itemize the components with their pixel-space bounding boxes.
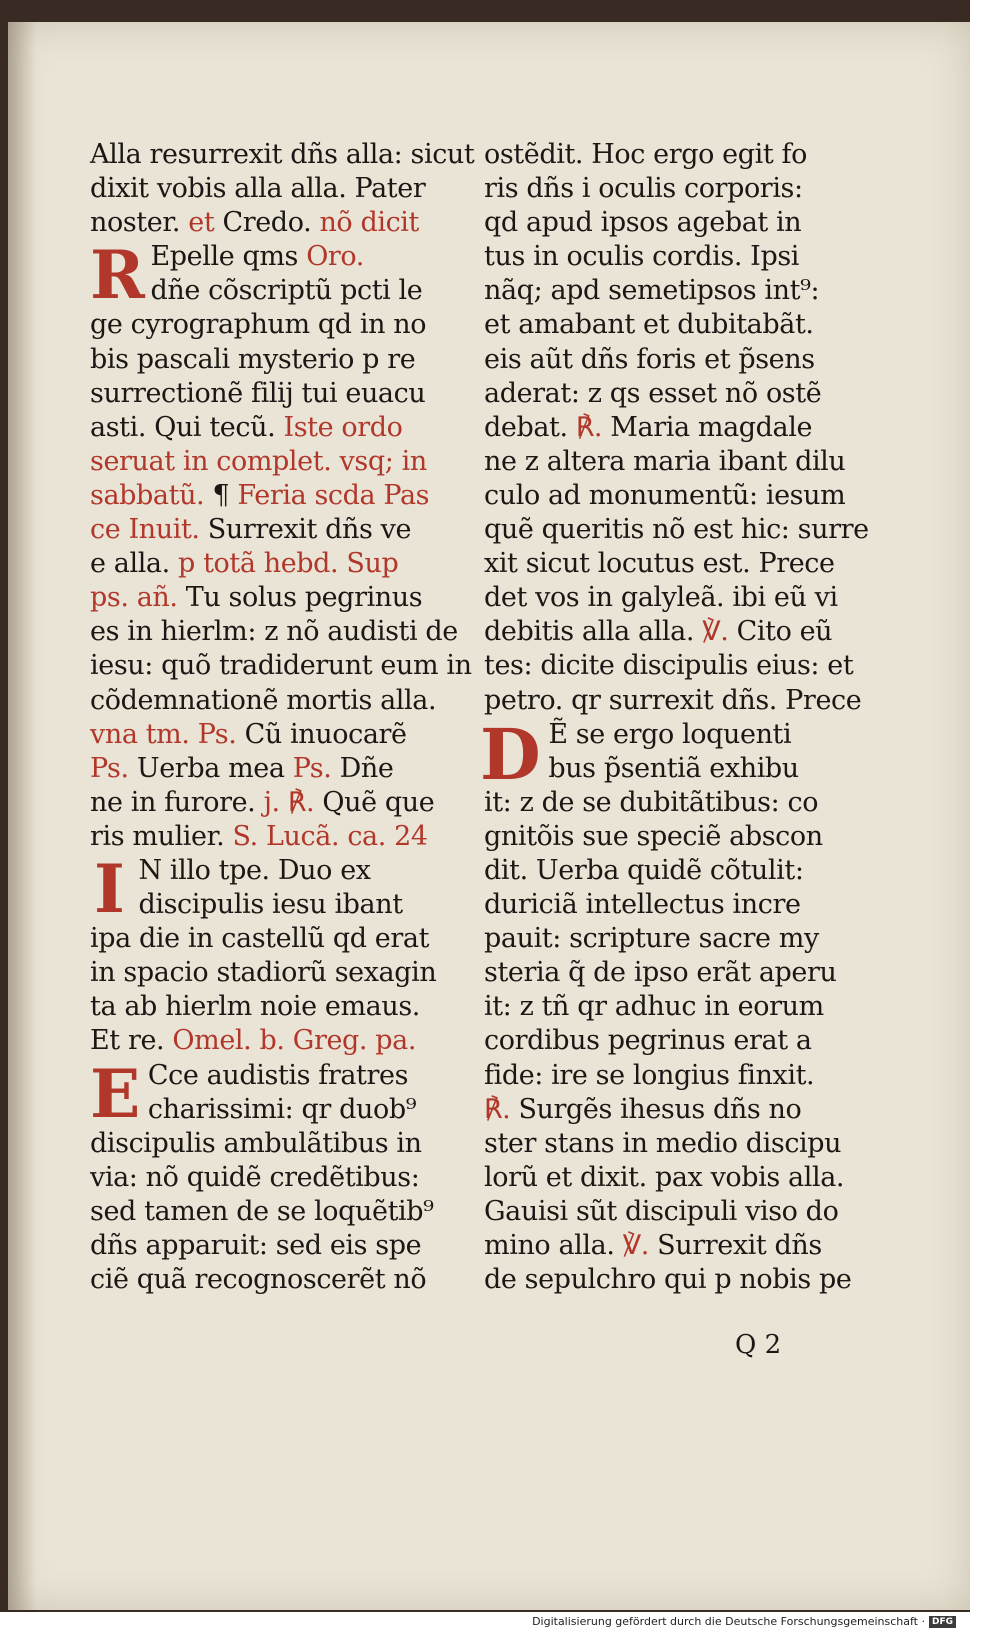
body-text: via: nõ quidẽ credẽtibus: <box>90 1161 420 1193</box>
rubric-text: Iste ordo <box>283 411 403 443</box>
rubric-text: vna tm. Ps. <box>90 718 245 750</box>
text-line <box>484 138 884 172</box>
text-line <box>90 820 490 854</box>
body-text: dit. Uerba quidẽ cõtulit: <box>484 854 804 886</box>
rubric-text: ℟. <box>575 411 611 443</box>
body-text: dñs apparuit: sed eis spe <box>90 1230 422 1261</box>
text-line <box>90 581 490 615</box>
text-line <box>90 922 490 956</box>
body-text: Epelle qms <box>150 241 307 273</box>
text-line <box>484 1093 884 1127</box>
digitization-footer <box>532 1615 956 1628</box>
body-text: discipulis iesu ibant <box>138 889 403 921</box>
text-line <box>90 138 490 172</box>
body-text: xit sicut locutus est. Prece <box>484 548 835 580</box>
decorated-initial: E <box>90 1054 140 1133</box>
text-line <box>90 547 490 581</box>
text-line <box>90 1229 490 1263</box>
body-text: ne in furore. <box>90 786 264 818</box>
body-text: lorũ et dixit. pax vobis alla. <box>484 1161 845 1193</box>
text-line <box>90 1263 490 1297</box>
rubric-text: ℣. <box>622 1230 658 1261</box>
text-line <box>90 649 490 683</box>
body-text: Gauisi sũt discipuli viso do <box>484 1195 839 1227</box>
text-line <box>90 1195 490 1229</box>
body-text: tes: dicite discipulis eius: et <box>484 650 854 682</box>
text-line <box>484 888 884 922</box>
rubric-text: j. ℟. <box>263 786 323 818</box>
body-text: Ẽ se ergo loquenti <box>548 718 792 750</box>
body-text: aderat: z qs esset nõ ostẽ <box>484 377 822 409</box>
body-text: Dñe <box>339 752 394 784</box>
body-text: de sepulchro qui p nobis pe <box>484 1264 852 1296</box>
body-text: tus in oculis cordis. Ipsi <box>484 241 800 273</box>
body-text: ge cyrographum qd in no <box>90 309 427 341</box>
text-line <box>90 1024 490 1058</box>
body-text: ris mulier. <box>90 820 233 852</box>
rubric-text: et <box>188 207 215 239</box>
body-text: sed tamen de se loquẽtib⁹ <box>90 1195 434 1227</box>
page-gutter-shadow <box>8 22 36 1610</box>
body-text: charissimi: qr duob⁹ <box>147 1093 417 1125</box>
body-text: debat. <box>484 411 576 443</box>
text-line <box>484 1059 884 1093</box>
text-line <box>484 513 884 547</box>
text-line <box>484 1161 884 1195</box>
body-text: ris dñs i oculis corporis: <box>484 173 803 205</box>
text-line <box>90 513 490 547</box>
rubric-text: Omel. b. Greg. pa. <box>172 1025 417 1057</box>
text-line <box>484 1229 884 1263</box>
body-text: es in hierlm: z nõ audisti de <box>90 616 458 648</box>
body-text: it: z tñ qr adhuc in eorum <box>484 991 824 1023</box>
body-text: asti. Qui tecũ. <box>90 411 284 443</box>
text-line <box>90 411 490 445</box>
rubric-text: sabbatũ. <box>90 479 213 511</box>
left-text-column <box>90 138 490 1297</box>
body-text: Quẽ que <box>322 786 435 818</box>
rubric-text: ℟. <box>484 1093 519 1125</box>
body-text: ster stans in medio discipu <box>484 1127 842 1159</box>
text-line <box>484 1024 884 1058</box>
body-text: ciẽ quã recognoscerẽt nõ <box>90 1264 427 1296</box>
body-text: iesu: quõ tradiderunt eum in <box>90 650 472 682</box>
text-line <box>484 1263 884 1297</box>
body-text: Cũ inuocarẽ <box>244 718 407 750</box>
text-line <box>90 206 490 240</box>
body-text: surrectionẽ filij tui euacu <box>90 377 426 409</box>
body-text: noster. <box>90 207 189 239</box>
body-text: Maria magdale <box>610 411 813 443</box>
text-line <box>484 786 884 820</box>
body-text: culo ad monumentũ: iesum <box>484 479 846 511</box>
body-text: fide: ire se longius finxit. <box>484 1059 815 1091</box>
text-line <box>90 343 490 377</box>
body-text: Cito eũ <box>736 616 833 648</box>
text-line <box>484 581 884 615</box>
text-line <box>90 172 490 206</box>
text-line <box>90 274 490 308</box>
rubric-text: ps. añ. <box>90 582 186 614</box>
body-text: cordibus pegrinus erat a <box>484 1025 812 1057</box>
text-line <box>484 854 884 888</box>
text-line <box>484 1195 884 1229</box>
right-text-column <box>480 138 884 1297</box>
decorated-initial: R <box>90 236 145 315</box>
text-line <box>90 786 490 820</box>
text-line <box>484 615 884 649</box>
text-line <box>484 172 884 206</box>
body-text: Surgẽs ihesus dñs no <box>518 1093 802 1125</box>
text-line <box>90 615 490 649</box>
rubric-text: Oro. <box>306 241 364 273</box>
text-line <box>484 990 884 1024</box>
text-line <box>90 684 490 718</box>
text-line <box>484 377 884 411</box>
body-text: nãq; apd semetipsos int⁹: <box>484 275 820 307</box>
text-line <box>90 479 490 513</box>
rubric-text: ℣. <box>702 616 737 648</box>
text-line <box>90 445 490 479</box>
body-text: in spacio stadiorũ sexagin <box>90 957 437 989</box>
body-text: dixit vobis alla alla. Pater <box>90 173 426 205</box>
text-line <box>90 1127 490 1161</box>
decorated-initial: D <box>480 712 541 796</box>
body-text: N illo tpe. Duo ex <box>138 854 371 886</box>
body-text: ne z altera maria ibant dilu <box>484 445 846 477</box>
rubric-text: nõ dicit <box>319 207 419 239</box>
rubric-text: Ps. <box>292 752 340 784</box>
text-line <box>484 684 884 718</box>
body-text: debitis alla alla. <box>484 616 703 648</box>
body-text: Uerba mea <box>136 752 293 784</box>
text-line <box>484 343 884 377</box>
text-line <box>484 479 884 513</box>
body-text: duriciã intellectus incre <box>484 889 801 921</box>
text-line <box>484 956 884 990</box>
body-text: Credo. <box>214 207 320 239</box>
body-text: ta ab hierlm noie emaus. <box>90 991 420 1023</box>
text-line <box>90 990 490 1024</box>
text-line <box>90 308 490 342</box>
text-line <box>484 411 884 445</box>
text-line <box>90 1093 490 1127</box>
body-text: quẽ queritis nõ est hic: surre <box>484 514 869 546</box>
rubric-text: S. Lucã. ca. 24 <box>232 820 428 852</box>
body-text: ostẽdit. Hoc ergo egit fo <box>484 139 807 170</box>
text-line <box>484 274 884 308</box>
body-text: pauit: scripture sacre my <box>484 923 819 955</box>
body-text: Cce audistis fratres <box>147 1059 409 1091</box>
text-line <box>484 922 884 956</box>
body-text: Alla resurrexit dñs alla: sicut <box>90 139 475 170</box>
body-text: qd apud ipsos agebat in <box>484 207 802 239</box>
text-line <box>484 649 884 683</box>
body-text: bis pascali mysterio p re <box>90 343 416 375</box>
text-line <box>484 820 884 854</box>
body-text: e alla. <box>90 548 178 580</box>
text-line <box>484 1127 884 1161</box>
decorated-initial: I <box>94 849 125 928</box>
text-line <box>90 752 490 786</box>
body-text: discipulis ambulãtibus in <box>90 1127 422 1159</box>
body-text: Et re. <box>90 1025 173 1057</box>
body-text: ¶ <box>212 479 238 511</box>
body-text: Surrexit dñs ve <box>207 514 412 546</box>
signature-mark: Q 2 <box>735 1330 782 1360</box>
rubric-text: ce Inuit. <box>90 514 208 546</box>
body-text: bus p̃sentiã exhibu <box>548 752 799 784</box>
rubric-text: Feria scda Pas <box>237 479 430 511</box>
body-text: dñe cõscriptũ pcti le <box>150 275 423 307</box>
text-line <box>484 547 884 581</box>
body-text: steria q̃ de ipso erãt aperu <box>484 957 837 989</box>
body-text: it: z de se dubitãtibus: co <box>484 786 819 818</box>
text-line <box>484 308 884 342</box>
body-text: Surrexit dñs <box>657 1230 822 1261</box>
body-text: eis aũt dñs foris et p̃sens <box>484 343 815 375</box>
rubric-text: seruat in complet. vsq; in <box>90 445 427 477</box>
body-text: cõdemnationẽ mortis alla. <box>90 684 437 716</box>
text-line <box>90 377 490 411</box>
text-line <box>90 956 490 990</box>
body-text: ipa die in castellũ qd erat <box>90 923 430 955</box>
text-line <box>90 1161 490 1195</box>
dfg-logo: DFG <box>929 1616 956 1628</box>
rubric-text: p totã hebd. Sup <box>178 548 399 580</box>
body-text: petro. qr surrexit dñs. Prece <box>484 684 862 716</box>
body-text: Tu solus pegrinus <box>185 582 423 614</box>
text-line <box>484 752 884 786</box>
body-text: mino alla. <box>484 1230 623 1261</box>
body-text: et amabant et dubitabãt. <box>484 309 814 341</box>
rubric-text: Ps. <box>90 752 137 784</box>
footer-credit: Digitalisierung gefördert durch die Deutsche Forschungsgemeinschaft · <box>532 1615 925 1628</box>
body-text: det vos in galyleã. ibi eũ vi <box>484 582 838 614</box>
body-text: gnitõis sue speciẽ abscon <box>484 820 823 852</box>
text-line <box>90 718 490 752</box>
text-line <box>90 888 490 922</box>
text-line <box>484 206 884 240</box>
text-line <box>484 240 884 274</box>
text-line <box>484 445 884 479</box>
